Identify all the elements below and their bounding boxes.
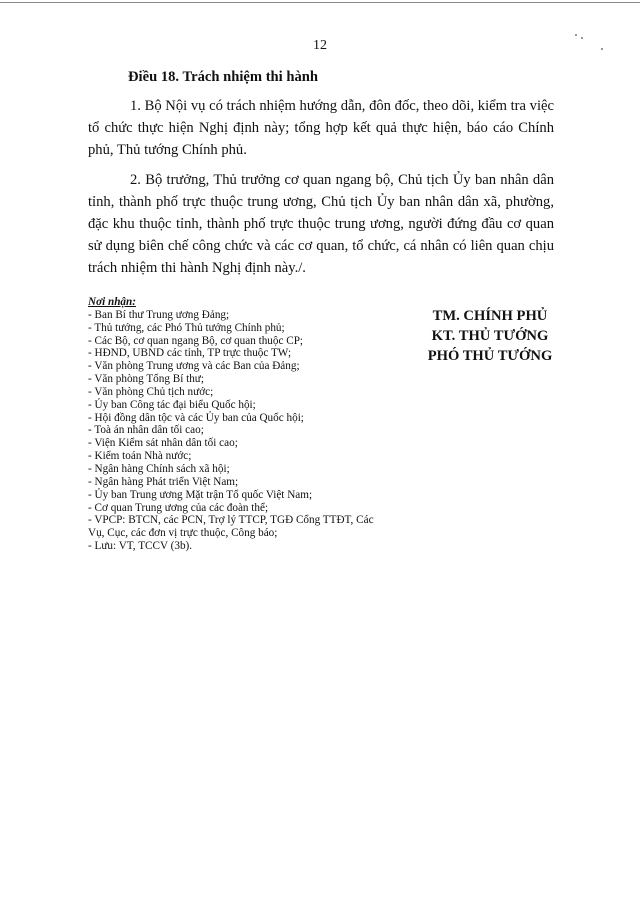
recipient-item: - Lưu: VT, TCCV (3b). [88, 540, 193, 553]
recipient-item: - Thủ tướng, các Phó Thủ tướng Chính phủ; [88, 321, 285, 334]
recipient-item: - Ngân hàng Chính sách xã hội; [88, 462, 230, 475]
recipient-item: - Toà án nhân dân tối cao; [88, 424, 204, 437]
recipient-item: - Ngân hàng Phát triển Việt Nam; [88, 475, 239, 488]
recipients-list [88, 309, 378, 553]
scan-speck [575, 34, 577, 36]
recipient-item: - Kiểm toán Nhà nước; [88, 450, 192, 463]
recipient-item: - Văn phòng Trung ương và các Ban của Đảng; [88, 360, 300, 373]
recipient-item: - Viện Kiểm sát nhân dân tối cao; [88, 437, 238, 450]
recipient-item: - Hội đồng dân tộc và các Ủy ban của Quốc hội; [88, 411, 304, 424]
signature-block [380, 306, 600, 366]
page-number: 12 [313, 38, 327, 53]
article-title: Điều 18. Trách nhiệm thi hành [128, 69, 319, 85]
recipient-item: - Cơ quan Trung ương của các đoàn thể; [88, 501, 269, 514]
article-section [88, 66, 554, 287]
recipient-item: - HĐND, UBND các tỉnh, TP trực thuộc TW; [88, 347, 292, 360]
recipient-item: - VPCP: BTCN, các PCN, Trợ lý TTCP, TGĐ Cổng TTĐT, Các Vụ, Cục, các đơn vị trực thuộc, Công báo; [88, 514, 374, 540]
page-top-edge [0, 2, 640, 3]
recipients-title: Nơi nhận: [88, 296, 136, 308]
article-paragraph-2: 2. Bộ trưởng, Thủ trưởng cơ quan ngang bộ, Chủ tịch Ủy ban nhân dân tỉnh, thành phố trực thuộc trung ương, Chủ tịch Ủy ban nhân dân xã, phường, đặc khu thuộc tỉnh, thành phố trực thuộc trung ương, người đứng đầu cơ quan sử dụng biên chế công chức và các cơ quan, tổ chức, cá nhân có liên quan chịu trách nhiệm thi hành Nghị định này./. [88, 172, 554, 276]
recipient-item: - Các Bộ, cơ quan ngang Bộ, cơ quan thuộc CP; [88, 334, 304, 347]
recipient-item: - Ban Bí thư Trung ương Đảng; [88, 308, 230, 321]
recipient-item: - Ủy ban Trung ương Mặt trận Tổ quốc Việt Nam; [88, 488, 313, 501]
signature-line-2: KT. THỦ TƯỚNG [431, 328, 549, 344]
signature-line-1: TM. CHÍNH PHỦ [432, 308, 548, 324]
recipient-item: - Ủy ban Công tác đại biểu Quốc hội; [88, 398, 256, 411]
signature-line-3: PHÓ THỦ TƯỚNG [427, 348, 553, 364]
recipient-item: - Văn phòng Chủ tịch nước; [88, 385, 214, 398]
recipient-item: - Văn phòng Tổng Bí thư; [88, 373, 204, 386]
recipients-block [88, 296, 378, 553]
article-paragraph-1: 1. Bộ Nội vụ có trách nhiệm hướng dẫn, đôn đốc, theo dõi, kiểm tra việc tổ chức thực hiện Nghị định này; tổng hợp kết quả thực hiện, báo cáo Chính phủ, Thủ tướng Chính phủ. [88, 98, 554, 158]
